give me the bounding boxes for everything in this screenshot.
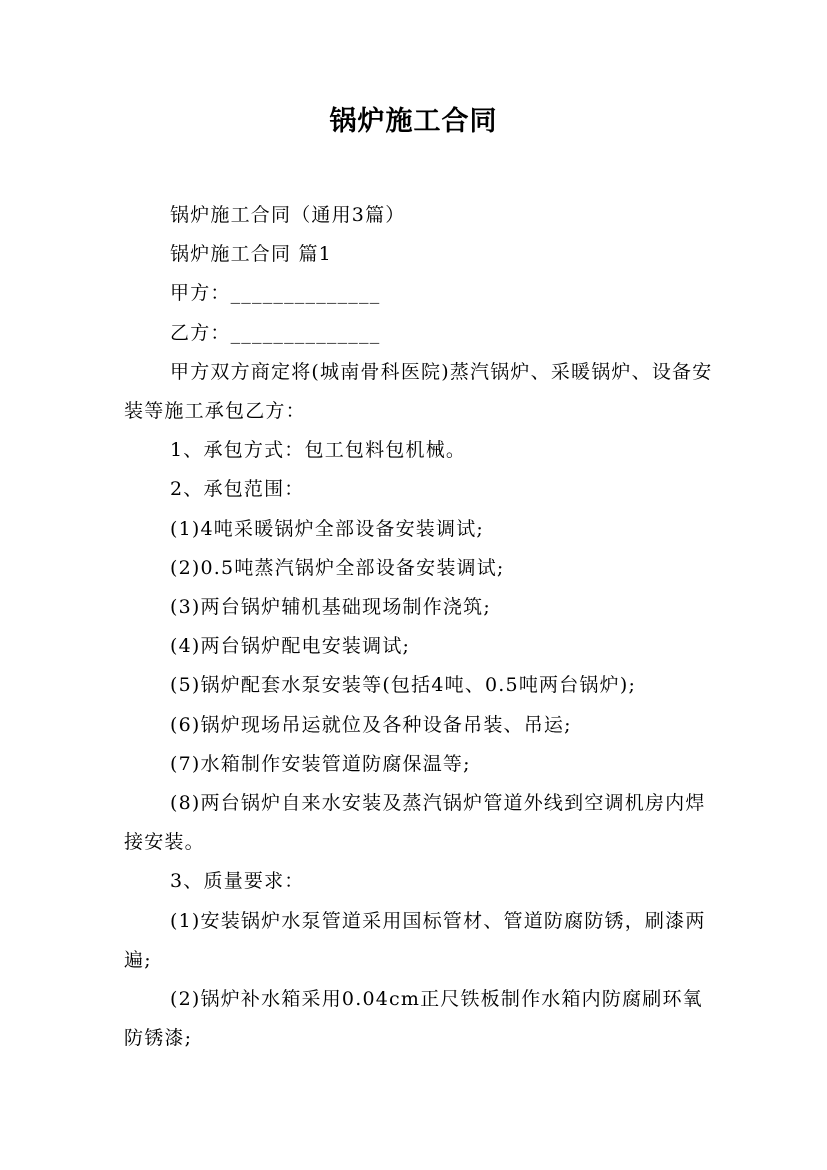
document-body: [124, 196, 714, 1058]
paragraph-contract-method: 1、承包方式：包工包料包机械。: [170, 439, 467, 462]
paragraph-scope-item: (1)4吨采暖锅炉全部设备安装调试;: [170, 517, 485, 540]
paragraph-quality-item: (2)锅炉补水箱采用0.04cm正尺铁板制作水箱内防腐刷环氧防锈漆;: [124, 988, 703, 1050]
paragraph-quality-item: (1)安装锅炉水泵管道采用国标管材、管道防腐防锈，刷漆两遍;: [124, 909, 706, 971]
paragraph-scope-item: (8)两台锅炉自来水安装及蒸汽锅炉管道外线到空调机房内焊接安装。: [124, 792, 706, 854]
paragraph-scope-item: (7)水箱制作安装管道防腐保温等;: [170, 752, 471, 775]
paragraph-party-a: 甲方：______________: [170, 282, 381, 305]
paragraph-scope-item: (5)锅炉配套水泵安装等(包括4吨、0.5吨两台锅炉);: [170, 674, 637, 697]
paragraph-scope-item: (3)两台锅炉辅机基础现场制作浇筑;: [170, 596, 491, 619]
paragraph-agreement: 甲方双方商定将(城南骨科医院)蒸汽锅炉、采暖锅炉、设备安装等施工承包乙方：: [124, 360, 713, 423]
paragraph-scope-item: (4)两台锅炉配电安装调试;: [170, 635, 411, 658]
paragraph-scope-item: (6)锅炉现场吊运就位及各种设备吊装、吊运;: [170, 713, 572, 736]
paragraph-part-heading: 锅炉施工合同 篇1: [170, 243, 332, 266]
paragraph-subtitle: 锅炉施工合同（通用3篇）: [170, 204, 406, 226]
paragraph-scope-heading: 2、承包范围：: [170, 478, 305, 501]
paragraph-scope-item: (2)0.5吨蒸汽锅炉全部设备安装调试;: [170, 556, 505, 579]
document-title: 锅炉施工合同: [329, 106, 498, 137]
paragraph-party-b: 乙方：______________: [170, 321, 381, 344]
paragraph-quality-heading: 3、质量要求：: [170, 870, 305, 893]
